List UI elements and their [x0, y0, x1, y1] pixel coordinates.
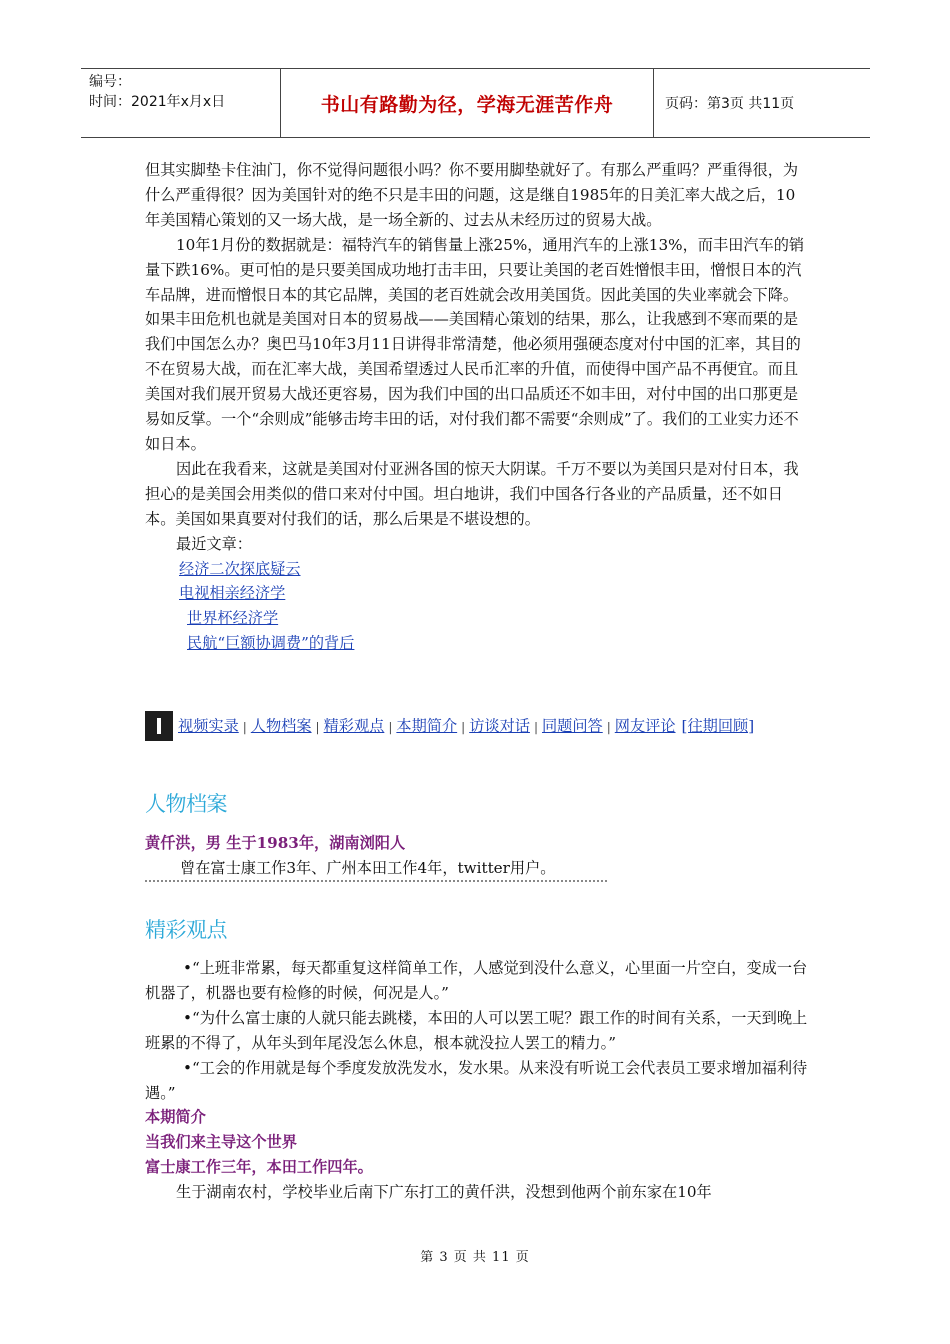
profile-description: 曾在富士康工作3年、广州本田工作4年，twitter用户。: [180, 859, 556, 877]
header-meta: [81, 69, 281, 137]
paragraph-2: 10年1月份的数据就是：福特汽车的销售量上涨25%，通用汽车的上涨13%，而丰田汽车的销量下跌16%。更可怕的是只要美国成功地打击丰田，只要让美国的老百姓憎恨丰田，憎恨日本的汽车品牌，进而憎恨日本的其它品牌，美国的老百姓就会改用美国货。因此美国的失业率就会下降。如果丰田危机也就是美国对日本的贸易战——美国精心策划的结果，那么，让我感到不寒而栗的是我们中国怎么办？奥巴马10年3月11日讲得非常清楚，他必须用强硬态度对付中国的汇率，其目的不在贸易大战，而在汇率大战，美国希望透过人民币汇率的升值，而使得中国产品不再便宜。而且美国对我们展开贸易大战还更容易，因为我们中国的出口品质还不如丰田，对付中国的出口那更是易如反掌。一个“余则成”能够击垮丰田的话，对付我们都不需要“余则成”了。我们的工业实力还不如日本。: [145, 235, 805, 453]
article-body: [145, 158, 810, 656]
header-motto-cell: [281, 69, 654, 137]
time-label: 时间：2021年x月x日: [89, 94, 226, 110]
intro-heading: 本期简介: [145, 1108, 206, 1127]
motto: 书山有路勤为径，学海无涯苦作舟: [320, 93, 614, 116]
document-header: [81, 68, 870, 138]
recent-articles-label: 最近文章：: [176, 534, 252, 553]
recent-articles-list: [179, 557, 810, 657]
intro-subtitle: 当我们来主导这个世界: [145, 1133, 297, 1152]
nav-link-video[interactable]: 视频实录: [178, 717, 239, 735]
profile-heading: 人物档案: [145, 792, 227, 816]
nav-link-qa[interactable]: 同题问答: [541, 717, 603, 735]
nav-link-interview[interactable]: 访谈对话: [469, 717, 530, 735]
highlights-heading: 精彩观点: [145, 918, 227, 942]
highlights-block: [145, 956, 810, 1205]
quote-item: •“工会的作用就是每个季度发放洗发水，发水果。从来没有听说工会代表员工要求增加福利待遇。”: [145, 1058, 808, 1102]
recent-article-link[interactable]: 电视相亲经济学: [179, 584, 286, 603]
page-info: 页码：第3页 共11页: [665, 96, 795, 112]
paragraph-1: 但其实脚垫卡住油门，你不觉得问题很小吗？你不要用脚垫就好了。有那么严重吗？严重得很，为什么严重得很？因为美国针对的绝不只是丰田的问题，这是继自1985年的日美汇率大战之后，10年美国精心策划的又一场大战，是一场全新的、过去从未经历过的贸易大战。: [145, 161, 799, 229]
intro-text: 生于湖南农村，学校毕业后南下广东打工的黄仟洪，没想到他两个前东家在10年: [176, 1183, 712, 1202]
recent-article-link[interactable]: 经济二次探底疑云: [179, 559, 301, 578]
nav-link-archive[interactable]: [往期回顾]: [681, 717, 755, 735]
profile-block: [145, 831, 810, 881]
nav-link-comments[interactable]: 网友评论: [614, 717, 676, 735]
number-label: 编号：: [89, 74, 131, 90]
nav-link-highlights[interactable]: 精彩观点: [323, 717, 385, 735]
quote-item: •“上班非常累，每天都重复这样简单工作，人感觉到没什么意义，心里面一片空白，变成一台机器了，机器也要有检修的时候，何况是人。”: [145, 959, 808, 1002]
section-nav: 视频实录 | 人物档案 | 精彩观点 | 本期简介 | 访谈对话 | 同题问答 | 网友评论 [往期回顾]: [145, 711, 810, 743]
nav-link-intro[interactable]: 本期简介: [396, 717, 458, 735]
recent-article-link[interactable]: 世界杯经济学: [187, 609, 279, 628]
profile-name-line: 黄仟洪，男 生于1983年，湖南浏阳人: [145, 834, 406, 852]
dotted-divider: [145, 880, 607, 882]
paragraph-3: 因此在我看来，这就是美国对付亚洲各国的惊天大阴谋。千万不要以为美国只是对付日本，我担心的是美国会用类似的借口来对付中国。坦白地讲，我们中国各行各业的产品质量，还不如日本。美国如果真要对付我们的话，那么后果是不堪设想的。: [145, 459, 799, 528]
intro-subtitle: 富士康工作三年，本田工作四年。: [145, 1158, 373, 1177]
nav-marker-icon: [145, 711, 173, 741]
quote-item: •“为什么富士康的人就只能去跳楼，本田的人可以罢工呢？跟工作的时间有关系，一天到晚上班累的不得了，从年头到年尾没怎么休息，根本就没拉人罢工的精力。”: [145, 1008, 808, 1052]
recent-article-link[interactable]: 民航“巨额协调费”的背后: [187, 634, 355, 653]
page-footer: 第 3 页 共 11 页: [420, 1250, 530, 1265]
nav-link-profile[interactable]: 人物档案: [250, 717, 312, 735]
